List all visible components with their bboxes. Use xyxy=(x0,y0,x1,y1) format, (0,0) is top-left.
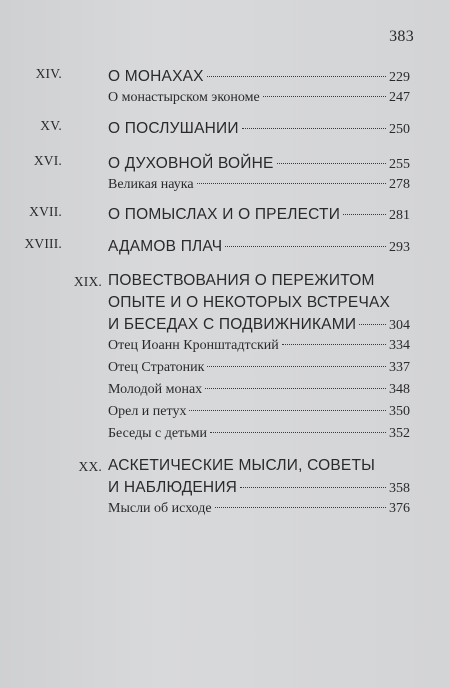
section-title: Великая наука xyxy=(108,177,194,192)
section-title: Мысли об исходе xyxy=(108,501,212,516)
toc-line xyxy=(108,477,410,499)
page-number: 383 xyxy=(389,28,414,45)
page-ref: 247 xyxy=(389,90,410,105)
chapter-title: АДАМОВ ПЛАЧ xyxy=(108,238,223,255)
toc-entry-xix xyxy=(0,270,450,443)
toc-subline xyxy=(108,336,410,355)
page-ref: 350 xyxy=(389,404,410,419)
toc-entry-xvi xyxy=(0,153,450,194)
chapter-title-part: И БЕСЕДАХ С ПОДВИЖНИКАМИ xyxy=(108,316,357,333)
chapter-number: XVII. xyxy=(29,204,62,219)
chapter-number: XX. xyxy=(78,459,102,474)
page-ref: 352 xyxy=(389,426,410,441)
toc-line xyxy=(108,314,410,336)
leader-dots xyxy=(282,344,386,345)
chapter-title: О ПОМЫСЛАХ И О ПРЕЛЕСТИ xyxy=(108,206,341,223)
section-title: Отец Стратоник xyxy=(108,360,205,375)
toc-entry-xviii xyxy=(0,236,450,258)
leader-dots xyxy=(210,432,386,433)
toc-subline xyxy=(108,402,410,421)
section-title: Орел и петух xyxy=(108,404,187,419)
page-ref: 376 xyxy=(389,501,410,516)
section-title: Молодой монах xyxy=(108,382,203,397)
leader-dots xyxy=(207,366,386,367)
page-ref: 281 xyxy=(389,208,410,223)
toc-subline xyxy=(108,499,410,518)
leader-dots xyxy=(215,507,386,508)
toc-line xyxy=(40,118,410,140)
leader-dots xyxy=(343,214,386,215)
chapter-title-part: ОПЫТЕ И О НЕКОТОРЫХ ВСТРЕЧАХ xyxy=(108,294,391,311)
toc-line xyxy=(35,66,410,88)
chapter-number: XVIII. xyxy=(24,236,62,251)
leader-dots xyxy=(242,128,386,129)
toc-subline xyxy=(108,380,410,399)
page-ref: 348 xyxy=(389,382,410,397)
chapter-title: О МОНАХАХ xyxy=(108,68,204,85)
chapter-number: XV. xyxy=(40,118,62,133)
toc-line xyxy=(29,204,410,226)
page-ref: 250 xyxy=(389,122,410,137)
toc-entry-xvii xyxy=(0,204,450,226)
page-ref: 334 xyxy=(389,338,410,353)
section-title: О монастырском экономе xyxy=(108,90,260,105)
chapter-title: О ПОСЛУШАНИИ xyxy=(108,120,239,137)
toc-entry-xx xyxy=(0,455,450,518)
page-ref: 255 xyxy=(389,157,410,172)
toc-line xyxy=(24,236,410,258)
page-ref: 278 xyxy=(389,177,410,192)
chapter-title-part: И НАБЛЮДЕНИЯ xyxy=(108,479,238,496)
leader-dots xyxy=(205,388,386,389)
chapter-title-part: ПОВЕСТВОВАНИЯ О ПЕРЕЖИТОМ xyxy=(108,272,375,289)
page-ref: 293 xyxy=(389,240,410,255)
page-ref: 229 xyxy=(389,70,410,85)
leader-dots xyxy=(263,96,386,97)
chapter-number: XIV. xyxy=(35,66,62,81)
leader-dots xyxy=(189,410,386,411)
table-of-contents xyxy=(0,66,450,518)
toc-line xyxy=(33,153,410,175)
chapter-title-line-2 xyxy=(108,292,450,314)
leader-dots xyxy=(197,183,386,184)
leader-dots xyxy=(359,324,386,325)
page-ref: 304 xyxy=(389,318,410,333)
toc-entry-xv xyxy=(0,118,450,140)
toc-subline xyxy=(108,424,410,443)
leader-dots xyxy=(277,163,386,164)
chapter-title-line-1 xyxy=(73,270,450,292)
toc-subline xyxy=(108,88,410,107)
page-ref: 337 xyxy=(389,360,410,375)
section-title: Отец Иоанн Кронштадтский xyxy=(108,338,279,353)
toc-entry-xiv xyxy=(0,66,450,107)
chapter-title-part: АСКЕТИЧЕСКИЕ МЫСЛИ, СОВЕТЫ xyxy=(108,457,376,474)
leader-dots xyxy=(225,246,386,247)
chapter-title: О ДУХОВНОЙ ВОЙНЕ xyxy=(108,155,274,172)
section-title: Беседы с детьми xyxy=(108,426,207,441)
toc-subline xyxy=(108,358,410,377)
toc-subline xyxy=(108,175,410,194)
chapter-number: XIX. xyxy=(73,274,102,289)
chapter-title-line-1 xyxy=(78,455,450,477)
page-ref: 358 xyxy=(389,481,410,496)
leader-dots xyxy=(207,76,386,77)
chapter-number: XVI. xyxy=(33,153,62,168)
leader-dots xyxy=(240,487,386,488)
